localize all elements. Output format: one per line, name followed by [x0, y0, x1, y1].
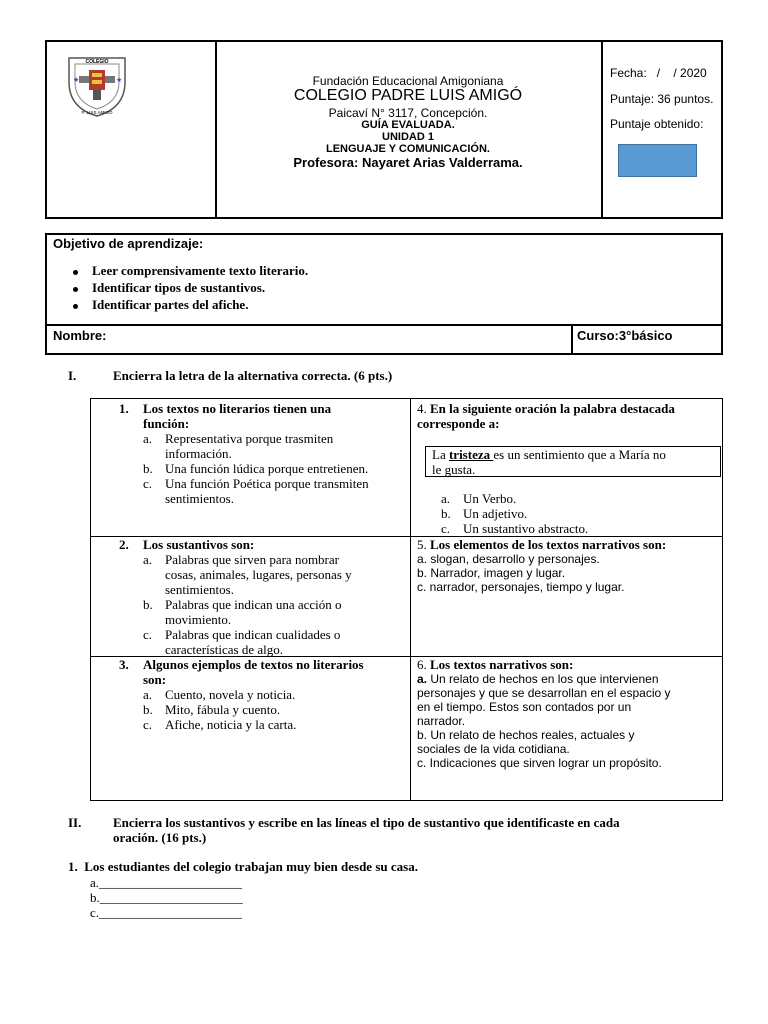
q4-option-b[interactable]: b. Un adjetivo.	[441, 506, 528, 521]
objective-item: Identificar tipos de sustantivos.	[73, 280, 265, 296]
guide-label: GUÍA EVALUADA.	[361, 119, 455, 131]
section1-title: Encierra la letra de la alternativa correcta. (6 pts.)	[113, 368, 393, 383]
q3-option-b[interactable]: b. Mito, fábula y cuento.	[143, 702, 281, 717]
course-field: Curso:3°básico	[577, 328, 673, 343]
q6-option-a[interactable]: a. Un relato de hechos en los que intervienen personajes y que se desarrollan en el espacio y en el tiempo. Estos son contados por un narrador.	[417, 672, 671, 728]
q1-option-b[interactable]: b. Una función lúdica porque entretienen.	[143, 461, 369, 476]
header-table	[45, 40, 723, 219]
q4-option-c[interactable]: c. Un sustantivo abstracto.	[441, 521, 589, 536]
question-5: 5. Los elementos de los textos narrativos son: a. slogan, desarrollo y personajes. b. Narrador, imagen y lugar. c. narrador, personajes, tiempo y lugar.	[417, 537, 717, 594]
objective-item: Identificar partes del afiche.	[73, 297, 248, 313]
sentence-box: La tristeza es un sentimiento que a María no le gusta.	[425, 446, 721, 477]
q2-option-c[interactable]: c. Palabras que indican cualidades o características de algo.	[143, 627, 341, 657]
q3-option-c[interactable]: c. Afiche, noticia y la carta.	[143, 717, 297, 732]
questions-table	[90, 398, 723, 801]
obtained-score-box[interactable]	[618, 144, 697, 177]
svg-text:★: ★	[116, 76, 123, 84]
logo-ring-text: P. LUIS AMIGÓ	[81, 110, 113, 115]
date-field[interactable]: Fecha: / / 2020	[610, 66, 707, 80]
exercise-1: 1. Los estudiantes del colegio trabajan muy bien desde su casa.	[68, 859, 418, 874]
section2-title: Encierra los sustantivos y escribe en las líneas el tipo de sustantivo que identificaste en cada oración. (16 pts.)	[113, 815, 620, 845]
question-2: 2. Los sustantivos son: a. Palabras que sirven para nombrar cosas, animales, lugares, personas y sentimientos. b. Palabras que indican una acción o movimiento. c. Palabras que indican cualidades o características de algo.	[119, 537, 404, 657]
objective-box	[45, 233, 723, 355]
question-1: 1. Los textos no literarios tienen una función: a. Representativa porque trasmiten información. b. Una función lúdica porque entretienen. c. Una función Poética porque transmiten sentimientos.	[119, 401, 404, 506]
school-info-cell	[215, 42, 603, 217]
highlighted-word: tristeza	[448, 447, 494, 462]
section2-number: II.	[68, 815, 82, 830]
subject-label: LENGUAJE Y COMUNICACIÓN.	[325, 143, 490, 155]
objective-item: Leer comprensivamente texto literario.	[73, 263, 308, 279]
q5-option-b[interactable]: b. Narrador, imagen y lugar.	[417, 566, 566, 580]
answer-line-c[interactable]: c.______________________	[90, 905, 243, 920]
table-divider	[410, 399, 411, 800]
score-cell	[603, 42, 721, 217]
name-field[interactable]: Nombre:	[53, 328, 107, 343]
q2-option-a[interactable]: a. Palabras que sirven para nombrar cosas, animales, lugares, personas y sentimientos.	[143, 552, 352, 597]
q6-option-c[interactable]: c. Indicaciones que sirven lograr un propósito.	[417, 756, 662, 770]
svg-text:★: ★	[73, 76, 80, 84]
obtained-score-label: Puntaje obtenido:	[610, 117, 704, 131]
row-divider	[571, 326, 573, 355]
section1-number: I.	[68, 368, 77, 383]
question-3: 3. Algunos ejemplos de textos no literarios son: a. Cuento, novela y noticia. b. Mito, fábula y cuento. c. Afiche, noticia y la carta.	[119, 657, 404, 732]
q6-option-b[interactable]: b. Un relato de hechos reales, actuales y sociales de la vida cotidiana.	[417, 728, 635, 756]
school-name: COLEGIO PADRE LUIS AMIGÓ	[293, 87, 523, 104]
q2-option-b[interactable]: b. Palabras que indican una acción o movimiento.	[143, 597, 342, 627]
question-4: 4. En la siguiente oración la palabra destacada corresponde a: La tristeza es un sentimiento que a María no le gusta. a. Un Verbo. b. Un adjetivo. c. Un sustantivo abstracto.	[417, 401, 717, 534]
q5-option-c[interactable]: c. narrador, personajes, tiempo y lugar.	[417, 580, 625, 594]
q1-option-a[interactable]: a. Representativa porque trasmiten información.	[143, 431, 334, 461]
school-logo	[61, 52, 133, 120]
school-address: Paicaví N° 3117, Concepción.	[328, 106, 488, 120]
q3-option-a[interactable]: a. Cuento, novela y noticia.	[143, 687, 296, 702]
objective-title: Objetivo de aprendizaje:	[53, 236, 204, 251]
logo-cell	[47, 42, 217, 217]
unit-label: UNIDAD 1	[382, 131, 434, 143]
q4-option-a[interactable]: a. Un Verbo.	[441, 491, 517, 506]
name-course-row	[47, 324, 721, 355]
question-6: 6. Los textos narrativos son: a. Un relato de hechos en los que intervienen personajes y que se desarrollan en el espacio y en el tiempo. Estos son contados por un narrador. b. Un relato de hechos reales, actuales y sociales de la vida cotidiana. c. Indicaciones que sirven lograr un propósito.	[417, 657, 717, 770]
answer-line-a[interactable]: a.______________________	[90, 875, 243, 890]
logo-top-text: COLEGIO	[85, 59, 109, 65]
q5-option-a[interactable]: a. slogan, desarrollo y personajes.	[417, 552, 600, 566]
q1-option-c[interactable]: c. Una función Poética porque transmiten sentimientos.	[143, 476, 369, 506]
teacher-name: Profesora: Nayaret Arias Valderrama.	[293, 155, 523, 170]
answer-line-b[interactable]: b.______________________	[90, 890, 243, 905]
total-score: Puntaje: 36 puntos.	[610, 92, 714, 106]
foundation-name: Fundación Educacional Amigoniana	[312, 74, 504, 88]
